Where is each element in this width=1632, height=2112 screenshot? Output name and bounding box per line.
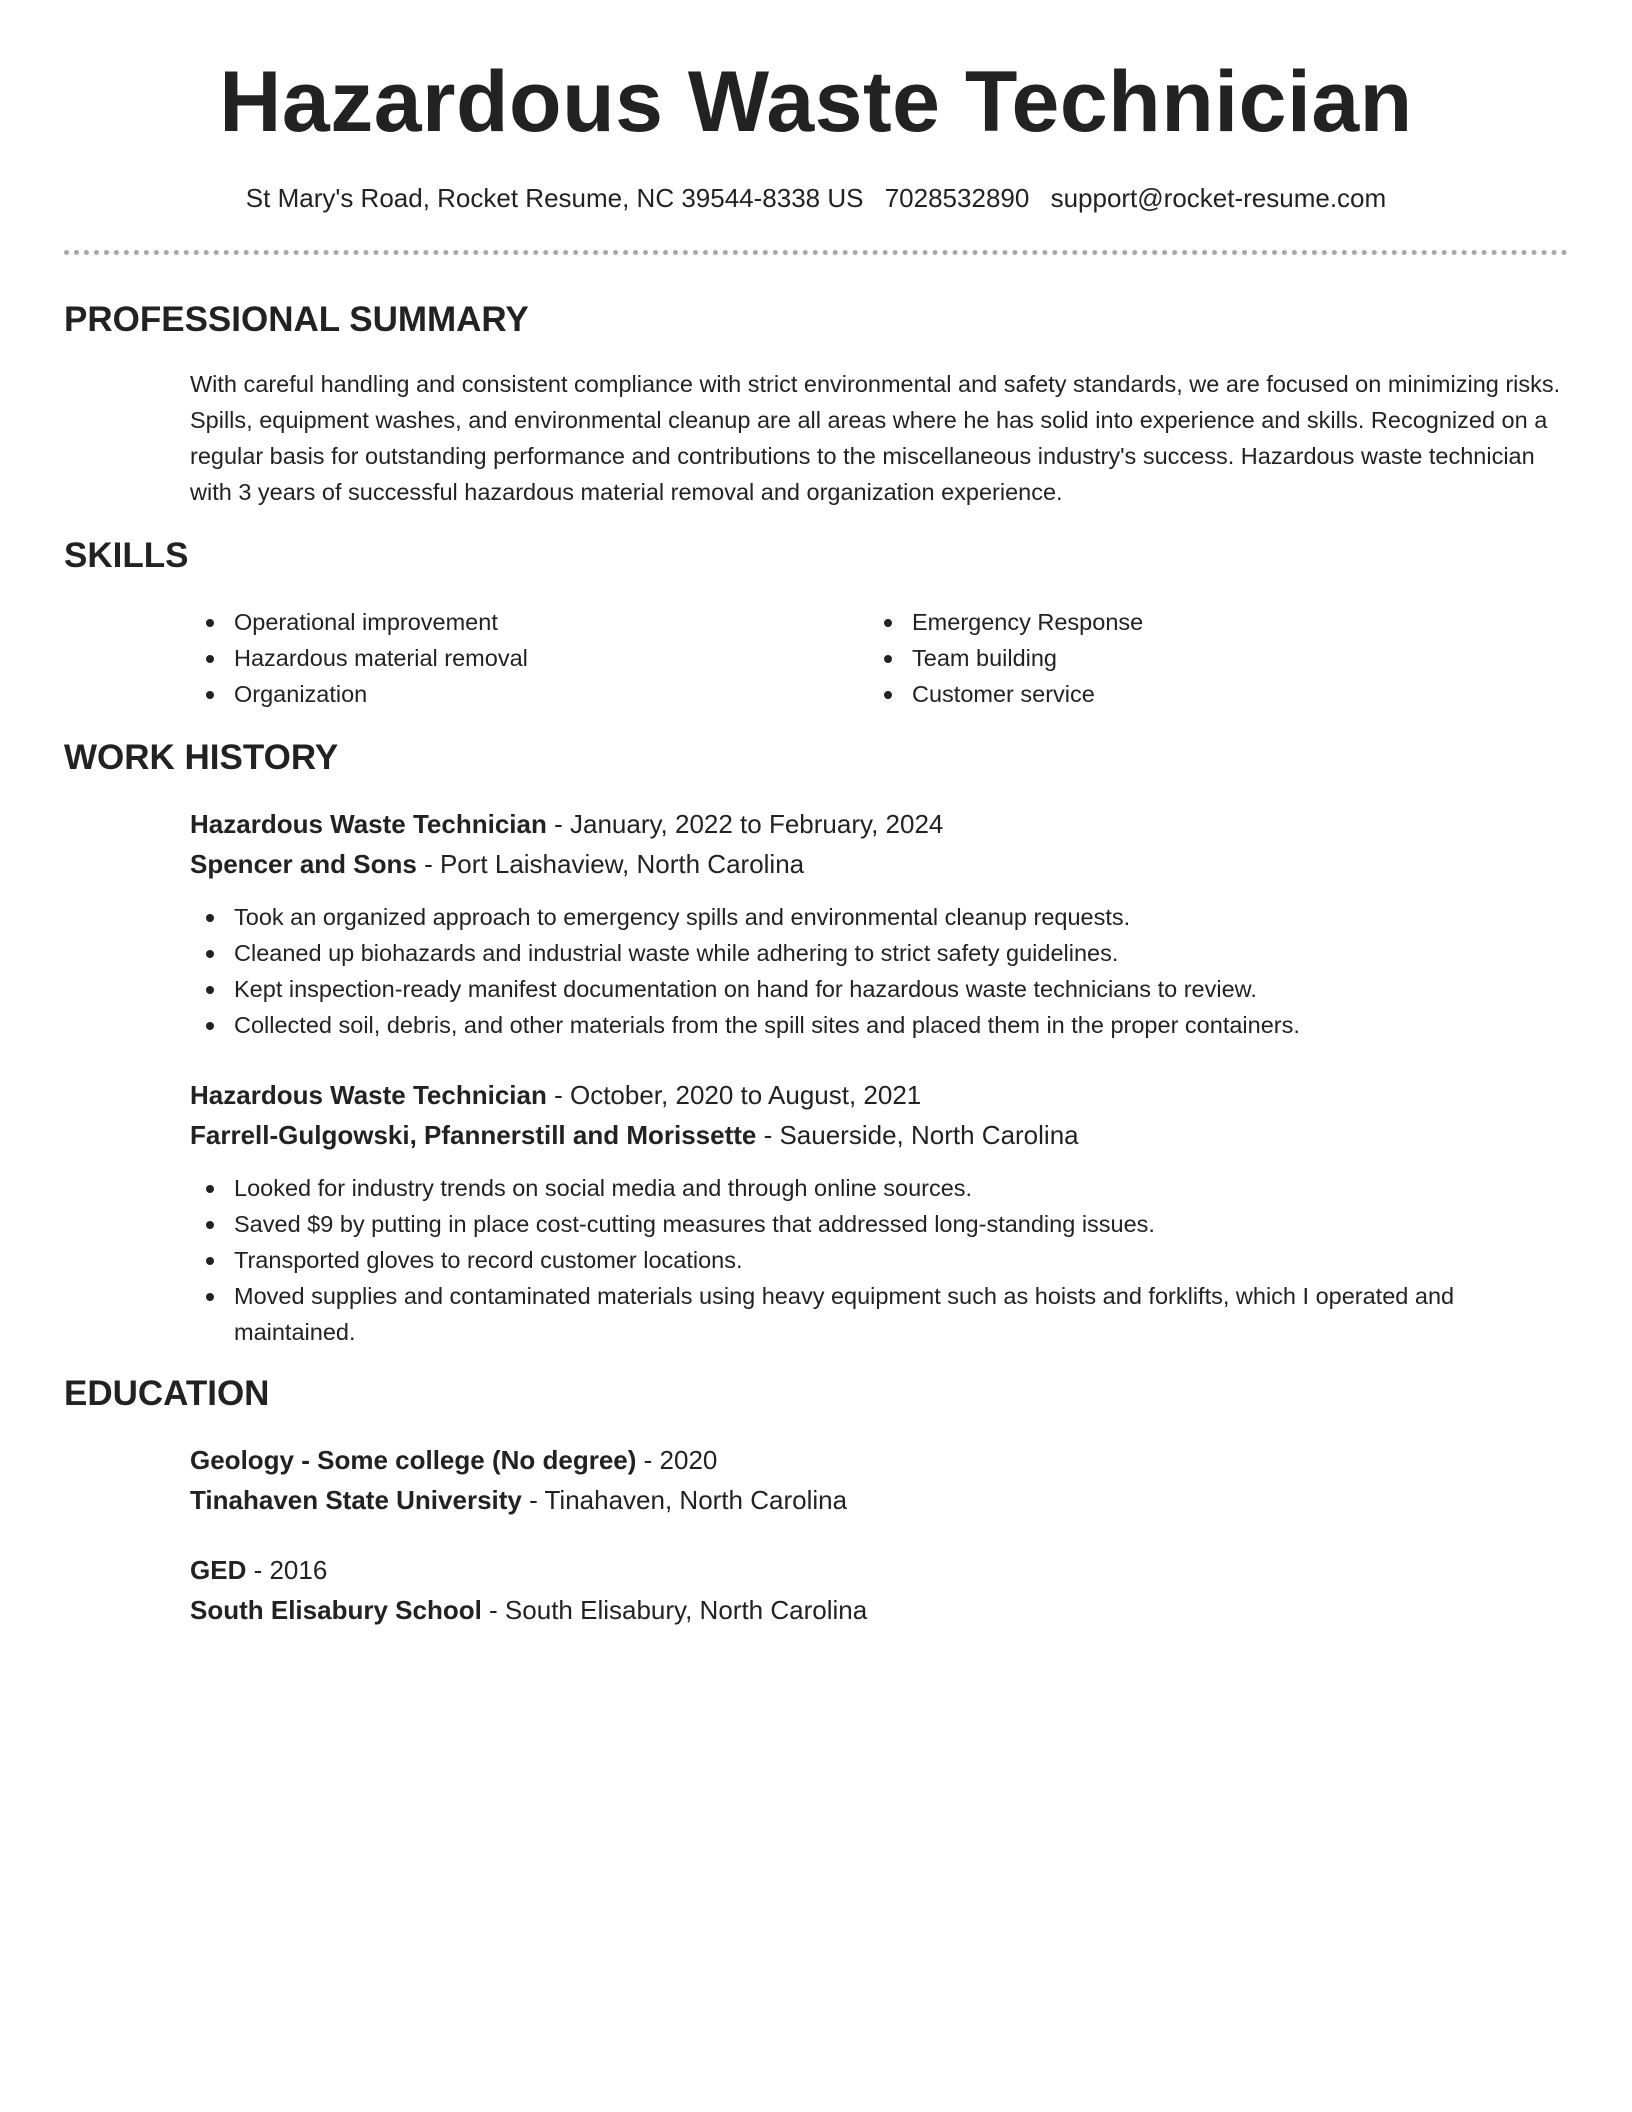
section-title-summary: PROFESSIONAL SUMMARY	[64, 300, 529, 339]
job-title-line	[190, 1075, 921, 1115]
section-title-work: WORK HISTORY	[64, 738, 339, 777]
contact-address: St Mary's Road, Rocket Resume, NC 39544-8338 US	[245, 183, 864, 213]
job-title-line	[190, 804, 943, 844]
section-title-education: EDUCATION	[64, 1374, 270, 1413]
education-location: - South Elisabury, North Carolina	[481, 1595, 868, 1625]
header-divider	[64, 250, 1568, 255]
job-company-line	[190, 844, 804, 884]
job-bullet: Moved supplies and contaminated materials using heavy equipment such as hoists and forklifts, which I operated and maintained.	[190, 1278, 1570, 1350]
education-school: Tinahaven State University	[190, 1485, 522, 1515]
job-role: Hazardous Waste Technician	[190, 1080, 547, 1110]
skill-item: Customer service	[868, 676, 1508, 712]
education-year: - 2016	[246, 1555, 328, 1585]
section-title-skills: SKILLS	[64, 536, 189, 575]
contact-line	[0, 180, 1632, 216]
job-bullets	[190, 899, 1570, 1043]
education-school-line	[190, 1480, 847, 1520]
summary-text: With careful handling and consistent compliance with strict environmental and safety standards, we are focused on minimizing risks. Spills, equipment washes, and environmental cleanup are all areas where he has solid into experience and skills. Recognized on a regular basis for outstanding performance and contributions to the miscellaneous industry's success. Hazardous waste technician with 3 years of successful hazardous material removal and organization experience.	[190, 371, 1561, 505]
education-school-line	[190, 1590, 867, 1630]
skill-item: Emergency Response	[868, 604, 1508, 640]
job-company-line	[190, 1115, 1079, 1155]
skill-item: Hazardous material removal	[190, 640, 830, 676]
job-bullet: Transported gloves to record customer locations.	[190, 1242, 1570, 1278]
job-dates: - October, 2020 to August, 2021	[546, 1080, 922, 1110]
skill-item: Operational improvement	[190, 604, 830, 640]
job-bullet: Kept inspection-ready manifest documentation on hand for hazardous waste technicians to review.	[190, 971, 1570, 1007]
job-company: Farrell-Gulgowski, Pfannerstill and Morissette	[190, 1120, 757, 1150]
education-location: - Tinahaven, North Carolina	[521, 1485, 848, 1515]
education-school: South Elisabury School	[190, 1595, 482, 1625]
job-company: Spencer and Sons	[190, 849, 417, 879]
resume-name: Hazardous Waste Technician	[219, 54, 1413, 150]
skill-item: Organization	[190, 676, 830, 712]
job-role: Hazardous Waste Technician	[190, 809, 547, 839]
job-bullet: Looked for industry trends on social media and through online sources.	[190, 1170, 1570, 1206]
job-bullet: Took an organized approach to emergency spills and environmental cleanup requests.	[190, 899, 1570, 935]
job-bullet: Collected soil, debris, and other materials from the spill sites and placed them in the proper containers.	[190, 1007, 1570, 1043]
education-degree: Geology - Some college (No degree)	[190, 1445, 637, 1475]
education-degree-line	[190, 1440, 717, 1480]
job-dates: - January, 2022 to February, 2024	[546, 809, 944, 839]
contact-email: support@rocket-resume.com	[1050, 183, 1387, 213]
job-location: - Port Laishaview, North Carolina	[416, 849, 805, 879]
skills-list-left	[190, 604, 830, 712]
job-location: - Sauerside, North Carolina	[756, 1120, 1079, 1150]
skills-list-right	[868, 604, 1508, 712]
job-bullet: Saved $9 by putting in place cost-cutting measures that addressed long-standing issues.	[190, 1206, 1570, 1242]
education-degree: GED	[190, 1555, 247, 1585]
job-bullets	[190, 1170, 1570, 1350]
education-degree-line	[190, 1550, 327, 1590]
job-bullet: Cleaned up biohazards and industrial waste while adhering to strict safety guidelines.	[190, 935, 1570, 971]
education-year: - 2020	[636, 1445, 718, 1475]
contact-phone: 7028532890	[884, 183, 1030, 213]
skill-item: Team building	[868, 640, 1508, 676]
